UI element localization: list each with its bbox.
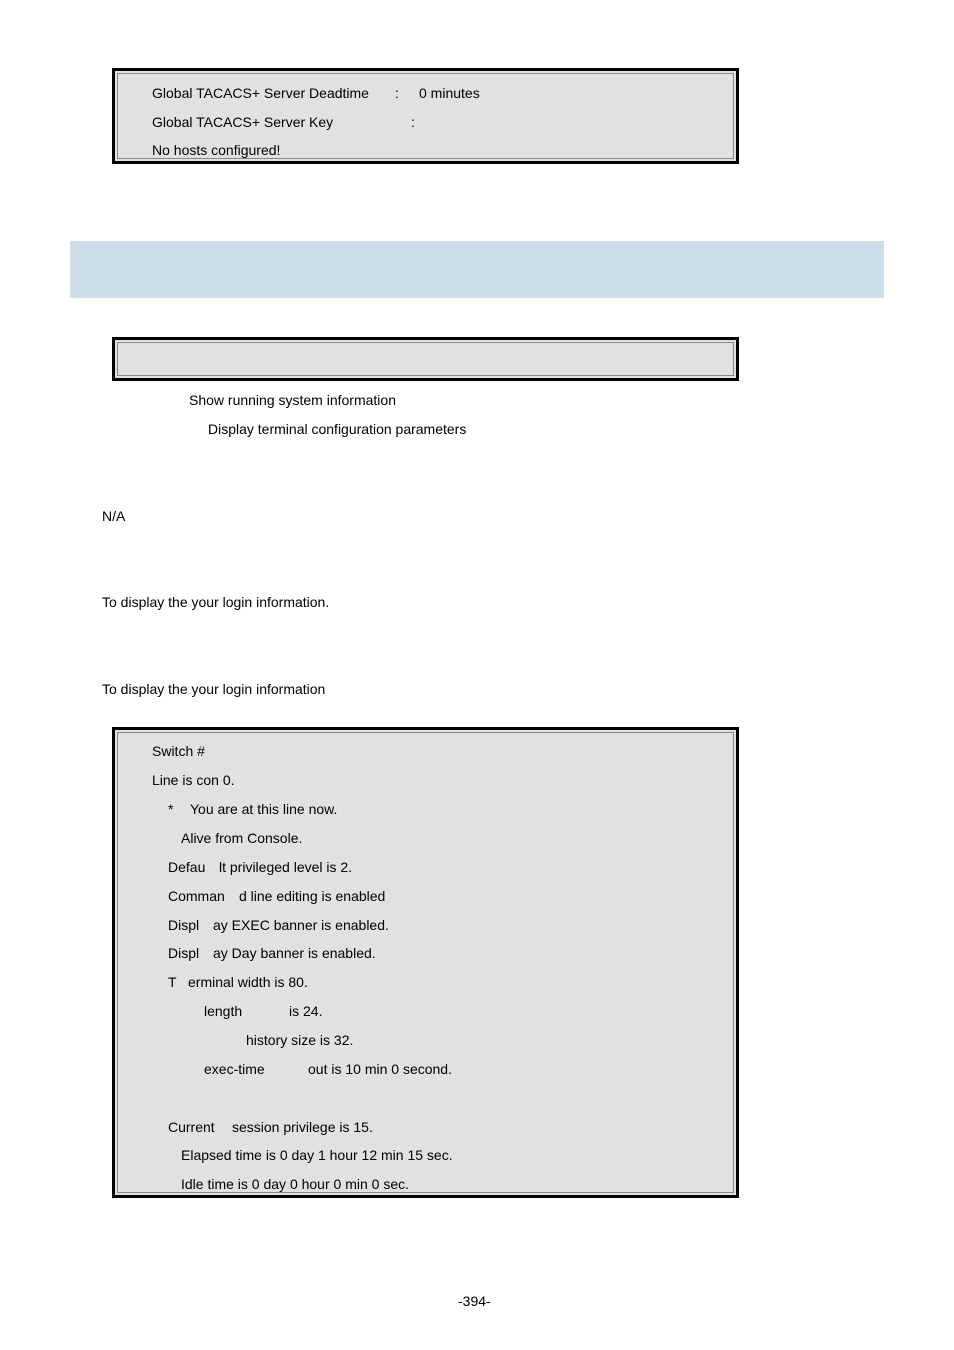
page-number: -394- <box>458 1293 491 1309</box>
deadtime-label: Global TACACS+ Server Deadtime <box>152 85 369 101</box>
command-syntax-box <box>112 337 739 381</box>
default-value: N/A <box>102 508 126 524</box>
terminal-line: erminal width is 80. <box>188 974 308 990</box>
terminal-line: Comman <box>168 888 225 904</box>
terminal-line: ay Day banner is enabled. <box>213 945 376 961</box>
no-hosts-text: No hosts configured! <box>152 142 281 158</box>
terminal-line: Idle time is 0 day 0 hour 0 min 0 sec. <box>181 1176 409 1192</box>
terminal-line: Displ <box>168 917 200 933</box>
terminal-line: lt privileged level is 2. <box>219 859 353 875</box>
terminal-line: T <box>168 974 177 990</box>
description-line-2: Display terminal configuration parameters <box>208 421 467 437</box>
terminal-line: Current <box>168 1119 215 1135</box>
terminal-line: Alive from Console. <box>181 830 303 846</box>
server-key-label: Global TACACS+ Server Key <box>152 114 334 130</box>
terminal-line: Elapsed time is 0 day 1 hour 12 min 15 sec. <box>181 1147 453 1163</box>
terminal-line: length <box>204 1003 243 1019</box>
terminal-line: d line editing is enabled <box>239 888 386 904</box>
terminal-line: session privilege is 15. <box>232 1119 373 1135</box>
terminal-line: is 24. <box>289 1003 323 1019</box>
terminal-line: out is 10 min 0 second. <box>308 1061 452 1077</box>
description-line-1: Show running system information <box>189 392 396 408</box>
terminal-line: exec-time <box>204 1061 265 1077</box>
terminal-line: ay EXEC banner is enabled. <box>213 917 389 933</box>
terminal-line: Switch # <box>152 743 205 759</box>
terminal-line: Displ <box>168 945 200 961</box>
section-heading-band <box>70 241 884 298</box>
terminal-line: Line is con 0. <box>152 772 235 788</box>
example-intro: To display the your login information <box>102 681 326 697</box>
terminal-line: history size is 32. <box>246 1032 354 1048</box>
server-key-colon: : <box>411 114 415 130</box>
deadtime-value: 0 minutes <box>419 85 480 101</box>
terminal-line: Defau <box>168 859 206 875</box>
deadtime-colon: : <box>395 85 399 101</box>
terminal-line: * <box>168 801 174 817</box>
terminal-line: You are at this line now. <box>190 801 338 817</box>
usage-guideline: To display the your login information. <box>102 594 330 610</box>
